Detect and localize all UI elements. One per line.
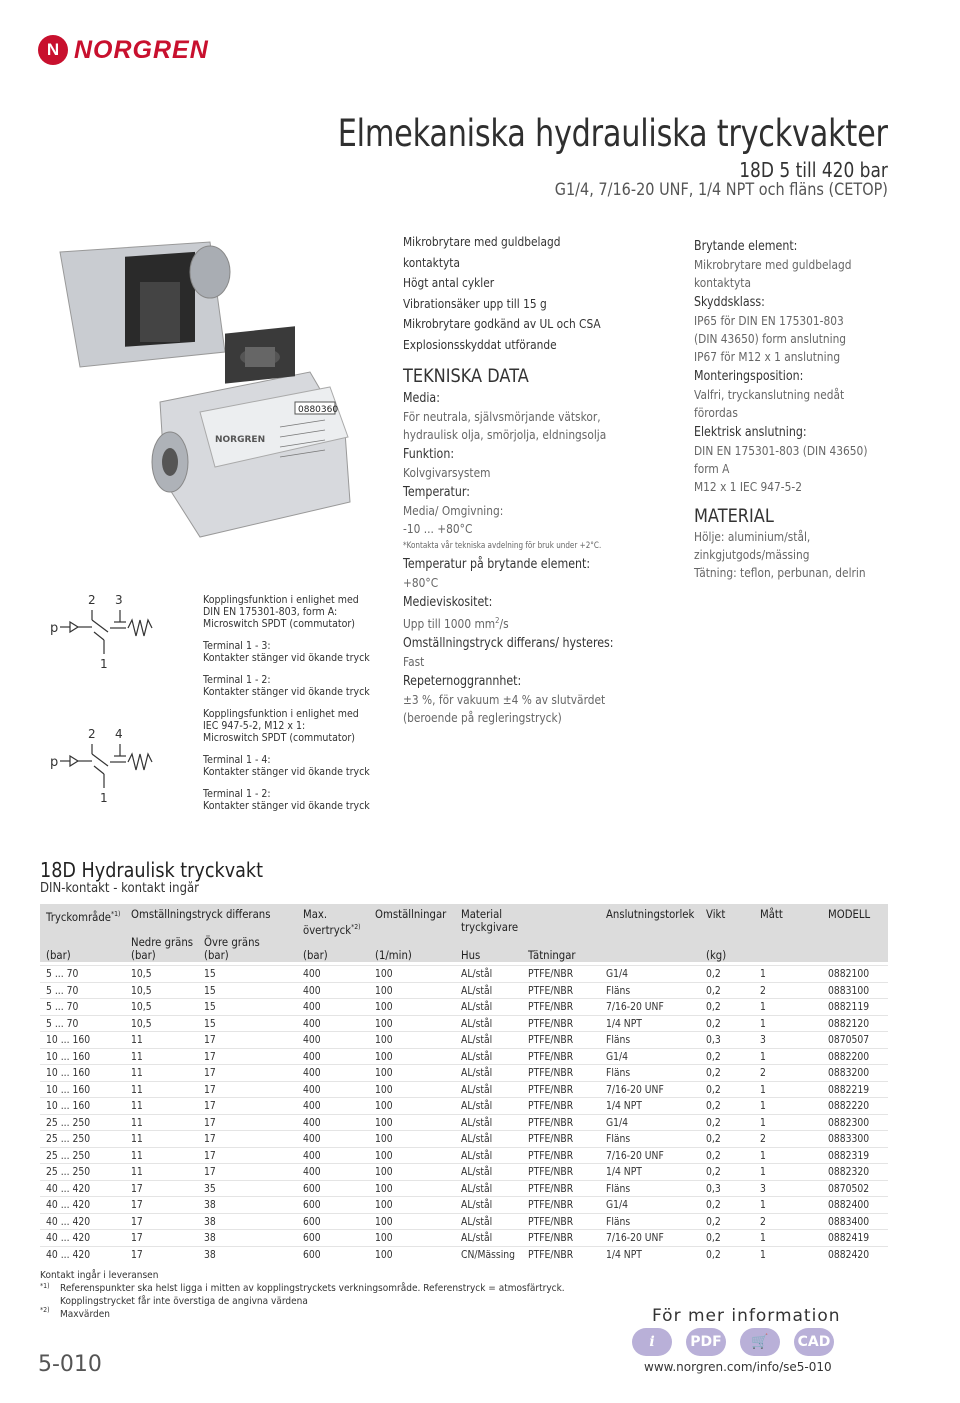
svg-text:3: 3 (115, 593, 123, 607)
table-cell: 1 (760, 1100, 766, 1112)
table-cell: PTFE/NBR (528, 1001, 574, 1013)
table-cell: 0,2 (706, 984, 721, 997)
table-cell: 600 (303, 1215, 321, 1228)
table-cell: Fläns (606, 1034, 631, 1046)
table-cell: 400 (303, 1083, 321, 1096)
table-cell: AL/stål (461, 1034, 493, 1046)
table-cell: 1 (760, 1017, 766, 1030)
table-cell: 40 ... 420 (46, 1199, 91, 1211)
table-cell: 0882300 (828, 1116, 870, 1129)
table-cell: 1 (760, 1232, 766, 1244)
table-cell: 400 (303, 1100, 321, 1112)
table-cell: 400 (303, 1067, 321, 1079)
table-cell: G1/4 (606, 1116, 629, 1129)
table-cell: 100 (375, 1248, 393, 1261)
table-cell: 17 (131, 1182, 143, 1195)
table-cell: 40 ... 420 (46, 1215, 91, 1228)
table-cell: 0,2 (706, 1067, 721, 1079)
table-cell: 10 ... 160 (46, 1067, 91, 1079)
footnote-1-text2: Kopplingstrycket får inte överstiga de angivna värdena (60, 1296, 308, 1307)
table-cell: CN/Mässing (461, 1248, 516, 1261)
table-cell: 100 (375, 1034, 393, 1046)
table-cell: 100 (375, 1182, 393, 1195)
footnote-2-text: Maxvärden (60, 1309, 110, 1320)
funktion-label: Funktion: (403, 446, 455, 462)
table-cell: 400 (303, 1034, 321, 1046)
table-cell: 40 ... 420 (46, 1232, 91, 1244)
table-cell: Fläns (606, 1215, 631, 1228)
table-cell: 0,2 (706, 1100, 721, 1112)
table-cell: 11 (131, 1116, 143, 1129)
table-header: Tryckområde$^{*1)}$ Omställningstryck differans Max. övertryck$^{*2)}$ Omställningar Material tryckgivare Anslutningstorlek Vikt Mått MODELL Nedre gräns Övre gräns (bar) (bar) (bar) (bar) (1/min) Hus Tätningar (kg) (40, 904, 888, 962)
table-row (40, 1213, 888, 1231)
table-cell: 35 (204, 1182, 216, 1195)
table-cell: 0882120 (828, 1017, 870, 1030)
table-cell: 0882419 (828, 1232, 870, 1244)
table-cell: 3 (760, 1182, 766, 1195)
table-cell: AL/stål (461, 1067, 493, 1079)
table-cell: 400 (303, 1017, 321, 1030)
table-cell: 400 (303, 968, 321, 980)
footnote-1-text: Referenspunkter ska helst ligga i mitten av kopplingstryckets verkningsområde. Referenstryck = atmosfärtryck. (60, 1283, 565, 1294)
specs-column: Brytande element: Mikrobrytare med guldbelagd kontaktyta Skyddsklass: IP65 för DIN EN 175301-803 (DIN 43650) form anslutning IP67 för M12 x 1 anslutning Monteringsposition: Valfri, tryckanslutning nedåt förordas Elektrisk anslutning: DIN EN 175301-803 (DIN 43650) form A M12 x 1 IEC 947-5-2 MATERIAL Hölje: aluminium/stål, zinkgjutgods/mässing Tätning: teflon, perbunan, delrin (694, 239, 868, 580)
table-cell: 0882200 (828, 1050, 870, 1063)
table-cell: 0883300 (828, 1133, 870, 1145)
table-cell: AL/stål (461, 1199, 493, 1211)
table-cell: PTFE/NBR (528, 1116, 574, 1129)
pdf-icon[interactable]: PDF (686, 1328, 726, 1356)
din-function-text: Kopplingsfunktion i enlighet med DIN EN 175301-803, form A: Microswitch SPDT (commutator) Terminal 1 - 3: Kontakter stänger vid ökande tryck Terminal 1 - 2: Kontakter stänger vid ökande tryck Kopplingsfunktion i enlighet med IEC 947-5-2, M12 x 1: Microswitch SPDT (commutator) Terminal 1 - 4: Kontakter stänger vid ökande tryck Terminal 1 - 2: Kontakter stänger vid ökande tryck (203, 594, 370, 812)
switch-symbol-din (38, 590, 188, 670)
table-cell: 0883400 (828, 1215, 870, 1228)
table-cell: AL/stål (461, 1050, 493, 1063)
table-cell: 40 ... 420 (46, 1248, 91, 1261)
table-cell: 0882219 (828, 1083, 870, 1096)
table-cell: PTFE/NBR (528, 1067, 574, 1079)
table-cell: 0882320 (828, 1166, 870, 1178)
table-cell: AL/stål (461, 1149, 493, 1162)
table-row (40, 1180, 888, 1198)
table-row (40, 1081, 888, 1099)
table-row (40, 1229, 888, 1247)
table-cell: 0,2 (706, 1050, 721, 1063)
svg-text:2: 2 (88, 593, 96, 607)
table-row (40, 1130, 888, 1148)
table-cell: 25 ... 250 (46, 1166, 91, 1178)
table-cell: 10 ... 160 (46, 1050, 91, 1063)
table-cell: 7/16-20 UNF (606, 1149, 664, 1162)
table-cell: 17 (131, 1248, 143, 1261)
table-cell: PTFE/NBR (528, 968, 574, 980)
table-cell: 2 (760, 984, 766, 997)
svg-text:4: 4 (115, 727, 123, 741)
table-row (40, 982, 888, 1000)
table-cell: 100 (375, 1083, 393, 1096)
table-cell: Fläns (606, 1133, 631, 1145)
brytande-temp-label: Temperatur på brytande element: (403, 556, 591, 572)
table-cell: AL/stål (461, 1116, 493, 1129)
table-row (40, 1147, 888, 1165)
table-cell: 10 ... 160 (46, 1083, 91, 1096)
table-cell: 100 (375, 1116, 393, 1129)
table-cell: 400 (303, 1149, 321, 1162)
svg-text:1: 1 (100, 791, 108, 804)
table-cell: 400 (303, 1001, 321, 1013)
norgren-mark-icon: N (38, 35, 68, 65)
table-cell: 100 (375, 1001, 393, 1013)
table-cell: 5 ... 70 (46, 968, 79, 980)
table-cell: 11 (131, 1034, 143, 1046)
table-cell: 3 (760, 1034, 766, 1046)
table-cell: 40 ... 420 (46, 1182, 91, 1195)
footnote-2-mark: *2) (40, 1306, 50, 1314)
repeter-label: Repeternoggrannhet: (403, 673, 522, 689)
norgren-logo (38, 34, 209, 66)
table-cell: 100 (375, 984, 393, 997)
feature-item: Explosionsskyddat utförande (403, 336, 557, 352)
table-cell: 0883100 (828, 984, 870, 997)
table-cell: G1/4 (606, 1050, 629, 1063)
table-cell: G1/4 (606, 968, 629, 980)
connection-subtitle: G1/4, 7/16-20 UNF, 1/4 NPT och fläns (CETOP) (554, 180, 888, 200)
table-cell: 0882319 (828, 1149, 870, 1162)
table-cell: 17 (204, 1133, 216, 1145)
table-cell: 600 (303, 1182, 321, 1195)
table-cell: 400 (303, 1116, 321, 1129)
table-cell: PTFE/NBR (528, 1149, 574, 1162)
table-cell: 17 (204, 1067, 216, 1079)
feature-item: Vibrationsäker upp till 15 g (403, 295, 547, 311)
table-cell: PTFE/NBR (528, 1034, 574, 1046)
table-cell: 100 (375, 1133, 393, 1145)
footnote-1-mark: *1) (40, 1282, 50, 1290)
table-cell: 15 (204, 984, 216, 997)
table-cell: 1/4 NPT (606, 1166, 642, 1178)
table-cell: AL/stål (461, 1133, 493, 1145)
temp-label: Temperatur: (403, 484, 470, 500)
table-cell: 1/4 NPT (606, 1100, 642, 1112)
table-cell: 0882100 (828, 968, 870, 980)
table-cell: 38 (204, 1248, 216, 1261)
table-cell: 25 ... 250 (46, 1133, 91, 1145)
hysteres-label: Omställningstryck differans/ hysteres: (403, 635, 614, 651)
table-cell: 17 (131, 1215, 143, 1228)
table-cell: 0,2 (706, 1215, 721, 1228)
table-cell: 100 (375, 1017, 393, 1030)
table-cell: PTFE/NBR (528, 1232, 574, 1244)
photo-brand-label: NORGREN (215, 435, 266, 445)
table-cell: 17 (204, 1116, 216, 1129)
table-cell: 100 (375, 1199, 393, 1211)
table-cell: 1 (760, 1149, 766, 1162)
table-cell: PTFE/NBR (528, 1166, 574, 1178)
table-cell: 100 (375, 1166, 393, 1178)
table-cell: 10 ... 160 (46, 1034, 91, 1046)
table-cell: 0,2 (706, 1083, 721, 1096)
table-cell: 1 (760, 1166, 766, 1178)
table-cell: PTFE/NBR (528, 1248, 574, 1261)
table-cell: 1/4 NPT (606, 1017, 642, 1030)
skydd-label: Skyddsklass: (694, 295, 765, 310)
table-cell: 5 ... 70 (46, 1001, 79, 1013)
table-cell: 0,3 (706, 1182, 721, 1195)
table-cell: 17 (204, 1083, 216, 1096)
table-cell: 10,5 (131, 1001, 152, 1013)
features-column: Mikrobrytare med guldbelagd kontaktyta Högt antal cykler Vibrationsäker upp till 15 g Mikrobrytare godkänd av UL och CSA Explosionsskyddat utförande TEKNISKA DATA Media: För neutrala, självsmörjande vätskor, hydraulisk olja, smörjolja, eldningsolja Funktion: Kolvgivarsystem Temperatur: Media/ Omgivning: -10 ... +80°C *Kontakta vår tekniska avdelning för bruk under +2°C. Temperatur på brytande element: +80°C Medieviskositet: Upp till 1000 $mm^2/s$ Omställningstryck differans/ hysteres: Fast Repeternoggrannhet: ±3 %, för vakuum ±4 % av slutvärdet (beroende på regleringstryck) (403, 234, 614, 725)
cad-icon[interactable]: CAD (794, 1328, 834, 1356)
pressure-range-subtitle: 18D 5 till 420 bar (739, 158, 888, 182)
table-cell: 11 (131, 1133, 143, 1145)
table-cell: 100 (375, 1067, 393, 1079)
table-cell: 17 (131, 1199, 143, 1211)
table-cell: PTFE/NBR (528, 1133, 574, 1145)
table-cell: 400 (303, 984, 321, 997)
table-cell: 17 (204, 1050, 216, 1063)
table-cell: AL/stål (461, 1215, 493, 1228)
table-cell: 5 ... 70 (46, 1017, 79, 1030)
cart-icon[interactable]: 🛒 (740, 1328, 780, 1356)
table-row (40, 1031, 888, 1049)
table-row (40, 1048, 888, 1066)
table-cell: 400 (303, 1050, 321, 1063)
table-cell: 0883200 (828, 1067, 870, 1079)
table-cell: 15 (204, 968, 216, 980)
table-cell: PTFE/NBR (528, 1199, 574, 1211)
more-info-heading: För mer information (652, 1306, 841, 1326)
page-number: 5-010 (38, 1352, 102, 1377)
table-cell: AL/stål (461, 1232, 493, 1244)
table-cell: AL/stål (461, 1001, 493, 1013)
table-cell: 7/16-20 UNF (606, 1083, 664, 1096)
table-row (40, 1163, 888, 1181)
table-cell: 2 (760, 1215, 766, 1228)
table-cell: AL/stål (461, 984, 493, 997)
table-cell: 1 (760, 1116, 766, 1129)
table-cell: PTFE/NBR (528, 984, 574, 997)
table-cell: 17 (204, 1100, 216, 1112)
table-cell: 2 (760, 1133, 766, 1145)
table-cell: 0,2 (706, 1199, 721, 1211)
table-cell: 600 (303, 1232, 321, 1244)
info-url[interactable]: www.norgren.com/info/se5-010 (644, 1360, 832, 1374)
montering-label: Monteringsposition: (694, 369, 804, 384)
table-cell: 1 (760, 1248, 766, 1261)
table-cell: 11 (131, 1067, 143, 1079)
svg-text:p: p (50, 755, 59, 770)
feature-item: Mikrobrytare godkänd av UL och CSA (403, 316, 601, 332)
table-cell: 100 (375, 968, 393, 980)
table-cell: 100 (375, 1100, 393, 1112)
table-cell: 11 (131, 1166, 143, 1178)
table-cell: 17 (131, 1232, 143, 1244)
table-cell: 15 (204, 1001, 216, 1013)
table-cell: 100 (375, 1050, 393, 1063)
table-cell: 0882119 (828, 1001, 870, 1013)
table-cell: 0,2 (706, 1149, 721, 1162)
feature-item: kontaktyta (403, 254, 460, 270)
table-cell: 1 (760, 1083, 766, 1096)
table-cell: 0,2 (706, 1166, 721, 1178)
table-cell: 0,2 (706, 1001, 721, 1013)
table-cell: AL/stål (461, 1017, 493, 1030)
table-cell: AL/stål (461, 1083, 493, 1096)
table-row (40, 1114, 888, 1132)
table-cell: PTFE/NBR (528, 1017, 574, 1030)
info-icon[interactable]: i (632, 1328, 672, 1356)
table-row (40, 998, 888, 1016)
table-cell: 5 ... 70 (46, 984, 79, 997)
table-cell: G1/4 (606, 1199, 629, 1211)
table-cell: Fläns (606, 1182, 631, 1195)
table-cell: 0882420 (828, 1248, 870, 1261)
table-cell: 400 (303, 1166, 321, 1178)
table-cell: 0,2 (706, 968, 721, 980)
table-cell: 100 (375, 1232, 393, 1244)
table-cell: 100 (375, 1149, 393, 1162)
brytande-label: Brytande element: (694, 239, 798, 254)
table-cell: 100 (375, 1215, 393, 1228)
table-cell: 1 (760, 1050, 766, 1063)
table-cell: 10,5 (131, 968, 152, 980)
table-cell: 0,2 (706, 1116, 721, 1129)
table-cell: 0,2 (706, 1017, 721, 1030)
table-cell: PTFE/NBR (528, 1050, 574, 1063)
table-cell: 1 (760, 1199, 766, 1211)
table-cell: AL/stål (461, 968, 493, 980)
table-cell: 400 (303, 1133, 321, 1145)
table-cell: 38 (204, 1215, 216, 1228)
table-heading: 18D Hydraulisk tryckvakt (40, 858, 263, 882)
feature-item: Högt antal cykler (403, 275, 495, 291)
tech-heading: TEKNISKA DATA (403, 364, 529, 387)
media-label: Media: (403, 390, 440, 406)
table-cell: 11 (131, 1050, 143, 1063)
table-cell: 25 ... 250 (46, 1116, 91, 1129)
feature-item: Mikrobrytare med guldbelagd (403, 234, 561, 249)
material-heading: MATERIAL (694, 505, 774, 527)
table-cell: 0,2 (706, 1133, 721, 1145)
viskositet-label: Medieviskositet: (403, 594, 493, 610)
table-cell: 17 (204, 1034, 216, 1046)
table-row (40, 1015, 888, 1033)
table-cell: 0870507 (828, 1034, 870, 1046)
photo-code-label: 0880360 (298, 405, 339, 415)
table-cell: 15 (204, 1017, 216, 1030)
table-cell: 7/16-20 UNF (606, 1232, 664, 1244)
table-cell: 25 ... 250 (46, 1149, 91, 1162)
table-cell: 7/16-20 UNF (606, 1001, 664, 1013)
table-cell: 10,5 (131, 984, 152, 997)
table-cell: 10 ... 160 (46, 1100, 91, 1112)
info-icons (632, 1328, 834, 1356)
switch-symbol-iec (38, 724, 188, 804)
svg-text:1: 1 (100, 657, 108, 670)
table-cell: Fläns (606, 984, 631, 997)
table-row (40, 965, 888, 983)
table-cell: 600 (303, 1248, 321, 1261)
page-title: Elmekaniska hydrauliska tryckvakter (338, 112, 888, 155)
table-cell: 0870502 (828, 1182, 870, 1195)
table-row (40, 1097, 888, 1115)
table-cell: AL/stål (461, 1100, 493, 1112)
table-cell: AL/stål (461, 1182, 493, 1195)
svg-text:p: p (50, 621, 59, 636)
table-cell: PTFE/NBR (528, 1182, 574, 1195)
table-cell: 0,2 (706, 1232, 721, 1244)
table-row (40, 1246, 888, 1264)
table-cell: 38 (204, 1232, 216, 1244)
table-cell: 1 (760, 1001, 766, 1013)
table-cell: 2 (760, 1067, 766, 1079)
table-cell: 1 (760, 968, 766, 980)
table-cell: 0882400 (828, 1199, 870, 1211)
table-cell: 0882220 (828, 1100, 870, 1112)
table-cell: AL/stål (461, 1166, 493, 1178)
footnote-included: Kontakt ingår i leveransen (40, 1270, 159, 1281)
product-photo (50, 232, 370, 562)
brand-name: NORGREN (74, 35, 209, 64)
table-cell: 17 (204, 1166, 216, 1178)
table-cell: 11 (131, 1083, 143, 1096)
elanslutning-label: Elektrisk anslutning: (694, 425, 807, 440)
table-cell: 10,5 (131, 1017, 152, 1030)
table-cell: PTFE/NBR (528, 1215, 574, 1228)
svg-text:2: 2 (88, 727, 96, 741)
table-subheading: DIN-kontakt - kontakt ingår (40, 881, 199, 896)
table-cell: 0,2 (706, 1248, 721, 1261)
table-cell: 0,3 (706, 1034, 721, 1046)
table-cell: 600 (303, 1199, 321, 1211)
table-cell: Fläns (606, 1067, 631, 1079)
table-row (40, 1196, 888, 1214)
table-cell: PTFE/NBR (528, 1100, 574, 1112)
table-cell: 11 (131, 1100, 143, 1112)
table-cell: 11 (131, 1149, 143, 1162)
table-cell: PTFE/NBR (528, 1083, 574, 1096)
table-row (40, 1064, 888, 1082)
table-cell: 17 (204, 1149, 216, 1162)
temp-note: *Kontakta vår tekniska avdelning för bruk under +2°C. (403, 540, 602, 551)
table-cell: 38 (204, 1199, 216, 1211)
table-cell: 1/4 NPT (606, 1248, 642, 1261)
